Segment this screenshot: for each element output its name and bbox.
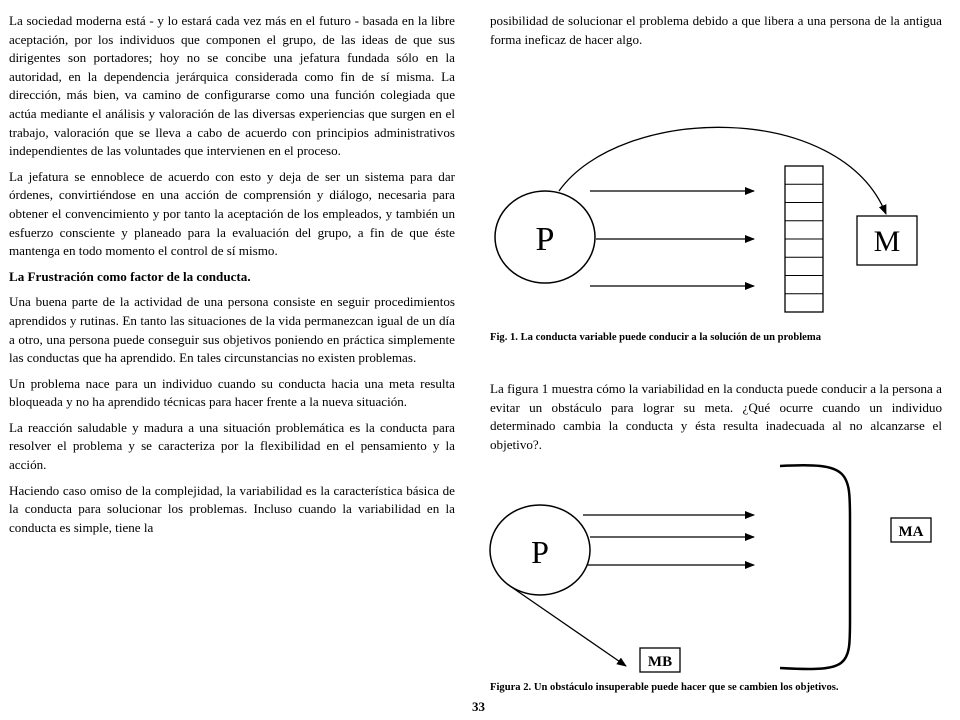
section-heading: La Frustración como factor de la conducta. (9, 268, 251, 284)
paragraph-figure-explanation: La figura 1 muestra cómo la variabilidad en la conducta puede conducir a la persona a evitar un obstáculo para lograr su meta. ¿Qué ocurre cuando un individuo determinado cambia la conducta y ésta resulta inadecuada al no alcanzarse el objetivo?. (490, 381, 942, 452)
goal-label: M (873, 225, 901, 258)
obstacle-barrier (785, 166, 823, 312)
detour-arrow (559, 127, 886, 214)
paragraph-problem: Un problema nace para un individuo cuando su conducta hacia una meta resulta bloqueada y no ha aprendido técnicas para hacer frente a la nueva situación. (9, 375, 455, 410)
person-label: P (535, 221, 555, 258)
figure-2 (490, 465, 931, 672)
goal-b-label: MB (647, 654, 673, 670)
paragraph-leadership: La jefatura se ennoblece de acuerdo con esto y deja de ser un sistema para dar órdenes, convirtiéndose en una acción de comprensión y diálogo, necesaria para obtener el convencimiento y por tanto la aceptación de los empleados, y también un esfuerzo consciente y planeado para la evaluación del grupo, a fin de que éste mantenga en todo momento el control de sí mismo. (9, 168, 455, 259)
page-number: 33 (472, 699, 485, 714)
paragraph-continuation: posibilidad de solucionar el problema debido a que libera a una persona de la antigua forma ineficaz de hacer algo. (490, 13, 942, 47)
paragraph-routines: Una buena parte de la actividad de una persona consiste en seguir procedimientos aprendidos y rutinas. En tanto las situaciones de la vida permanezcan igual de un día a otro, una persona puede conseguir sus objetivos poniendo en práctica simplemente las conductas que ha aprendido. En tales circunstancias no existen problemas. (9, 294, 455, 366)
figure-1 (495, 127, 917, 312)
paragraph-reaction: La reacción saludable y madura a una situación problemática es la conducta para resolver el problema y se caracteriza por la flexibilidad en el pensamiento y la acción. (9, 419, 455, 473)
goal-change-arrow (510, 586, 626, 666)
figure-1-caption: Fig. 1. La conducta variable puede conducir a la solución de un problema (490, 332, 821, 343)
person-label: P (531, 534, 549, 570)
goal-a-label: MA (898, 524, 924, 540)
figure-2-caption: Figura 2. Un obstáculo insuperable puede hacer que se cambien los objetivos. (490, 682, 839, 693)
obstacle-bracket (780, 465, 850, 669)
paragraph-variability: Haciendo caso omiso de la complejidad, la variabilidad es la característica básica de la conducta para solucionar los problemas. Incluso cuando la variabilidad en la conducta es simple, tiene la (9, 482, 455, 535)
paragraph-society: La sociedad moderna está - y lo estará cada vez más en el futuro - basada en la libre aceptación, por los individuos que componen el grupo, de las ideas de que sus dirigentes son portadores; hoy no se concibe una jefatura fundada sólo en la autoridad, en la dependencia jerárquica considerada como fin de sí misma. La dirección, más bien, va camino de configurarse como una función colegiada que actúa mediante el análisis y valoración de las diversas experiencias que surgen en el trabajo, valoración que se lleva a cabo de acuerdo con principios administrativos independientes de las voluntades que intervienen en el proceso. (9, 13, 455, 159)
